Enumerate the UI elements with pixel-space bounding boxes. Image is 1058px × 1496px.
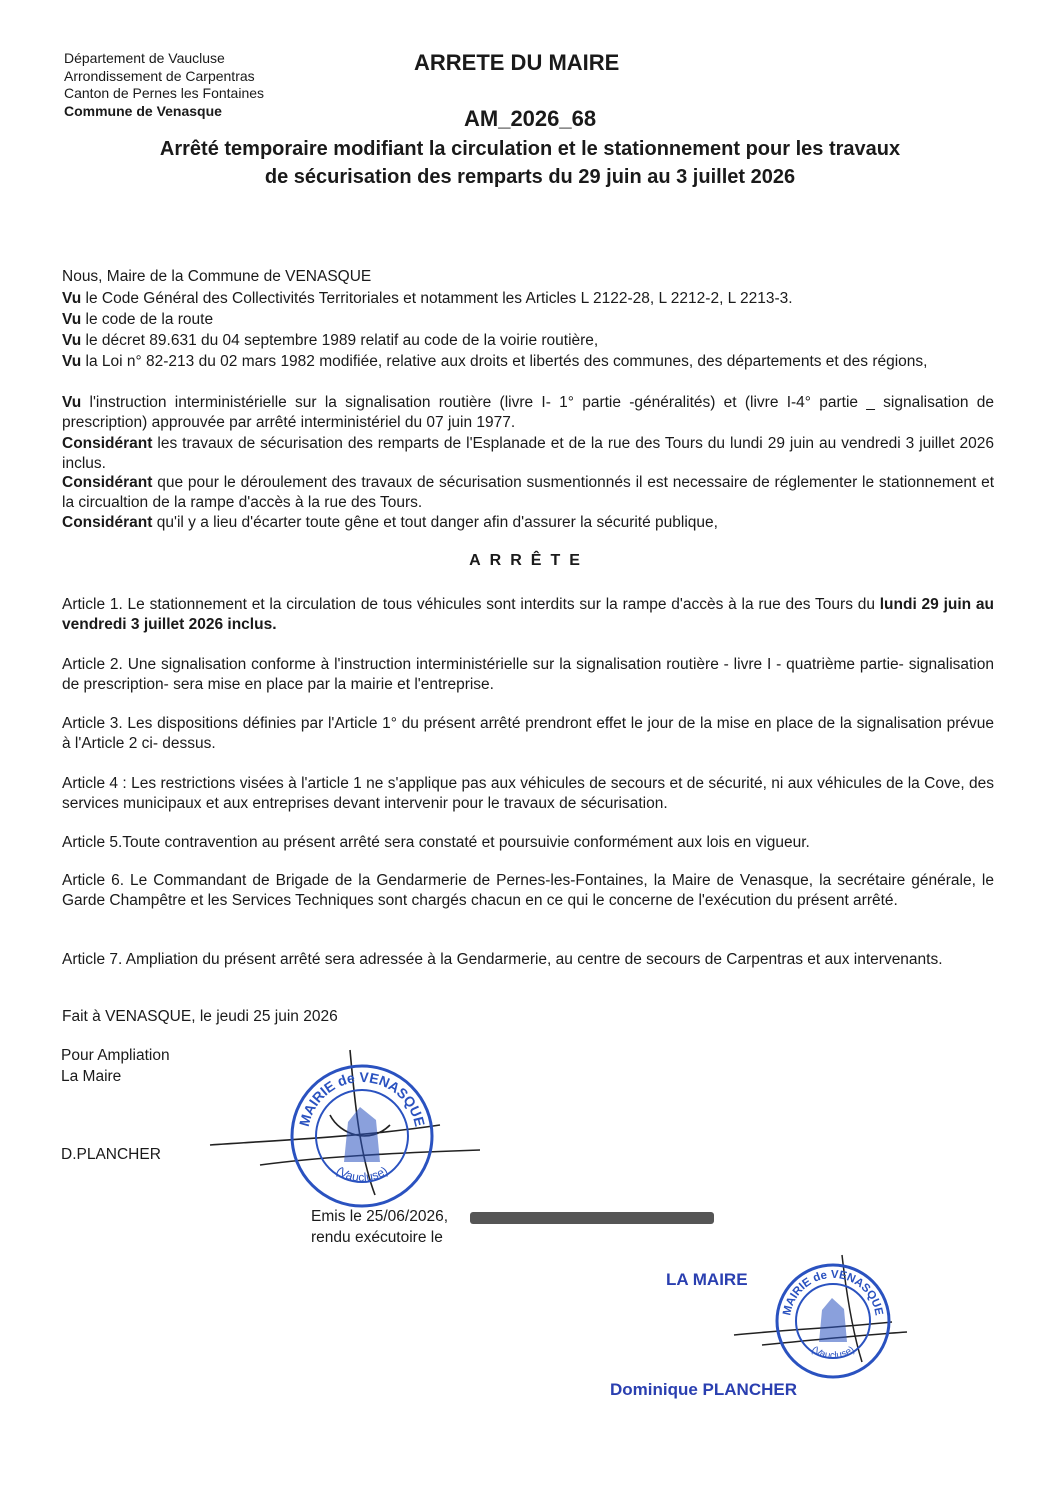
article-7: Article 7. Ampliation du présent arrêté sera adressée à la Gendarmerie, au centre de secours de Carpentras et aux intervenants. [62, 951, 943, 968]
redacted-text [470, 1212, 714, 1224]
pour-ampliation-label: Pour Ampliation [61, 1047, 170, 1064]
header-block [64, 50, 264, 120]
stamp-2-bottom-text: (Vaucluse) [809, 1344, 857, 1362]
arrondissement-label: Arrondissement de Carpentras [64, 67, 255, 84]
subtitle-line-2: de sécurisation des remparts du 29 juin au 3 juillet 2026 [264, 166, 796, 188]
stamp-2-top-text: MAIRIE de VENASQUE [781, 1268, 885, 1317]
svg-text:(Vaucluse) [809, 1344, 856, 1361]
subtitle-line-1: Arrêté temporaire modifiant la circulation et le stationnement pour les travaux [159, 138, 901, 160]
article-6: Article 6. Le Commandant de Brigade de la Gendarmerie de Pernes-les-Fontaines, la Maire de Venasque, la secrétaire générale, le Garde Champêtre et les Services Techniques sont chargés chacun en ce qui le concerne de l'exécution du présent arrêté. [62, 872, 994, 909]
considerant-2: Considérant que pour le déroulement des travaux de sécurisation susmentionnés il est necessaire de réglementer le stationnement et la circualtion de la rampe d'accès à la rue des Tours. [62, 474, 994, 511]
preamble-intro: Nous, Maire de la Commune de VENASQUE [62, 268, 372, 285]
mairie-stamp-2 [774, 1262, 892, 1380]
vu-line-1: Vu le Code Général des Collectivités Territoriales et notamment les Articles L 2122-28, L 2212-2, L 2213-3. [62, 290, 793, 307]
departement-label: Département de Vaucluse [64, 50, 225, 66]
considerant-1: Considérant les travaux de sécurisation des remparts de l'Esplanade et de la rue des Tours du lundi 29 juin au vendredi 3 juillet 2026 inclus. [62, 435, 994, 472]
article-5: Article 5.Toute contravention au présent arrêté sera constaté et poursuivie conformément aux lois en vigueur. [62, 834, 810, 851]
la-maire-label: La Maire [61, 1068, 122, 1085]
signatory-name: D.PLANCHER [61, 1146, 161, 1163]
document-title: ARRETE DU MAIRE [414, 50, 620, 75]
mayor-name: Dominique PLANCHER [610, 1380, 797, 1399]
fait-a-line: Fait à VENASQUE, le jeudi 25 juin 2026 [62, 1008, 338, 1025]
vu-line-2: Vu le code de la route [62, 311, 214, 328]
arrete-heading: ARRÊTE [469, 552, 589, 569]
rendu-executoire-line: rendu exécutoire le [311, 1229, 443, 1246]
considerant-3: Considérant qu'il y a lieu d'écarter toute gêne et tout danger afin d'assurer la sécurité publique, [62, 514, 718, 531]
mayor-title: LA MAIRE [666, 1270, 748, 1289]
reference-number: AM_2026_68 [464, 106, 597, 131]
article-1: Article 1. Le stationnement et la circulation de tous véhicules sont interdits sur la rampe d'accès à la rue des Tours du lundi 29 juin au vendredi 3 juillet 2026 inclus. [62, 596, 994, 633]
document-subtitle [40, 135, 1020, 191]
article-2: Article 2. Une signalisation conforme à l'instruction interministérielle sur la signalisation routière - livre I - quatrième partie- signalisation de prescription- sera mise en place par la mairie et l'entreprise. [62, 656, 994, 693]
svg-text:(Vaucluse) [334, 1164, 390, 1185]
vu-line-5: Vu l'instruction interministérielle sur la signalisation routière (livre I- 1° partie -généralités) et (livre I-4° partie _ signalisation de prescription) approuvée par arrêté interministériel du 07 juin 1977. [62, 394, 994, 431]
stamp-1-bottom-text: (Vaucluse) [333, 1163, 391, 1185]
commune-label: Commune de Venasque [64, 102, 222, 119]
mairie-stamp-1 [288, 1062, 436, 1210]
emis-line: Emis le 25/06/2026, [311, 1208, 449, 1225]
vu-line-3: Vu le décret 89.631 du 04 septembre 1989 relatif au code de la voirie routière, [62, 332, 599, 349]
article-3: Article 3. Les dispositions définies par l'Article 1° du présent arrêté prendront effet le jour de la mise en place de la signalisation prévue à l'Article 2 ci- dessus. [62, 715, 994, 752]
vu-line-4: Vu la Loi n° 82-213 du 02 mars 1982 modifiée, relative aux droits et libertés des communes, des départements et des régions, [62, 353, 928, 370]
article-4: Article 4 : Les restrictions visées à l'article 1 ne s'applique pas aux véhicules de secours et de sécurité, ni aux véhicules de la Cove, des services municipaux et aux entreprises devant intervenir pour le travaux de sécurisation. [62, 775, 994, 812]
stamp-1-top-text: MAIRIE de VENASQUE [295, 1068, 429, 1129]
canton-label: Canton de Pernes les Fontaines [64, 85, 265, 101]
